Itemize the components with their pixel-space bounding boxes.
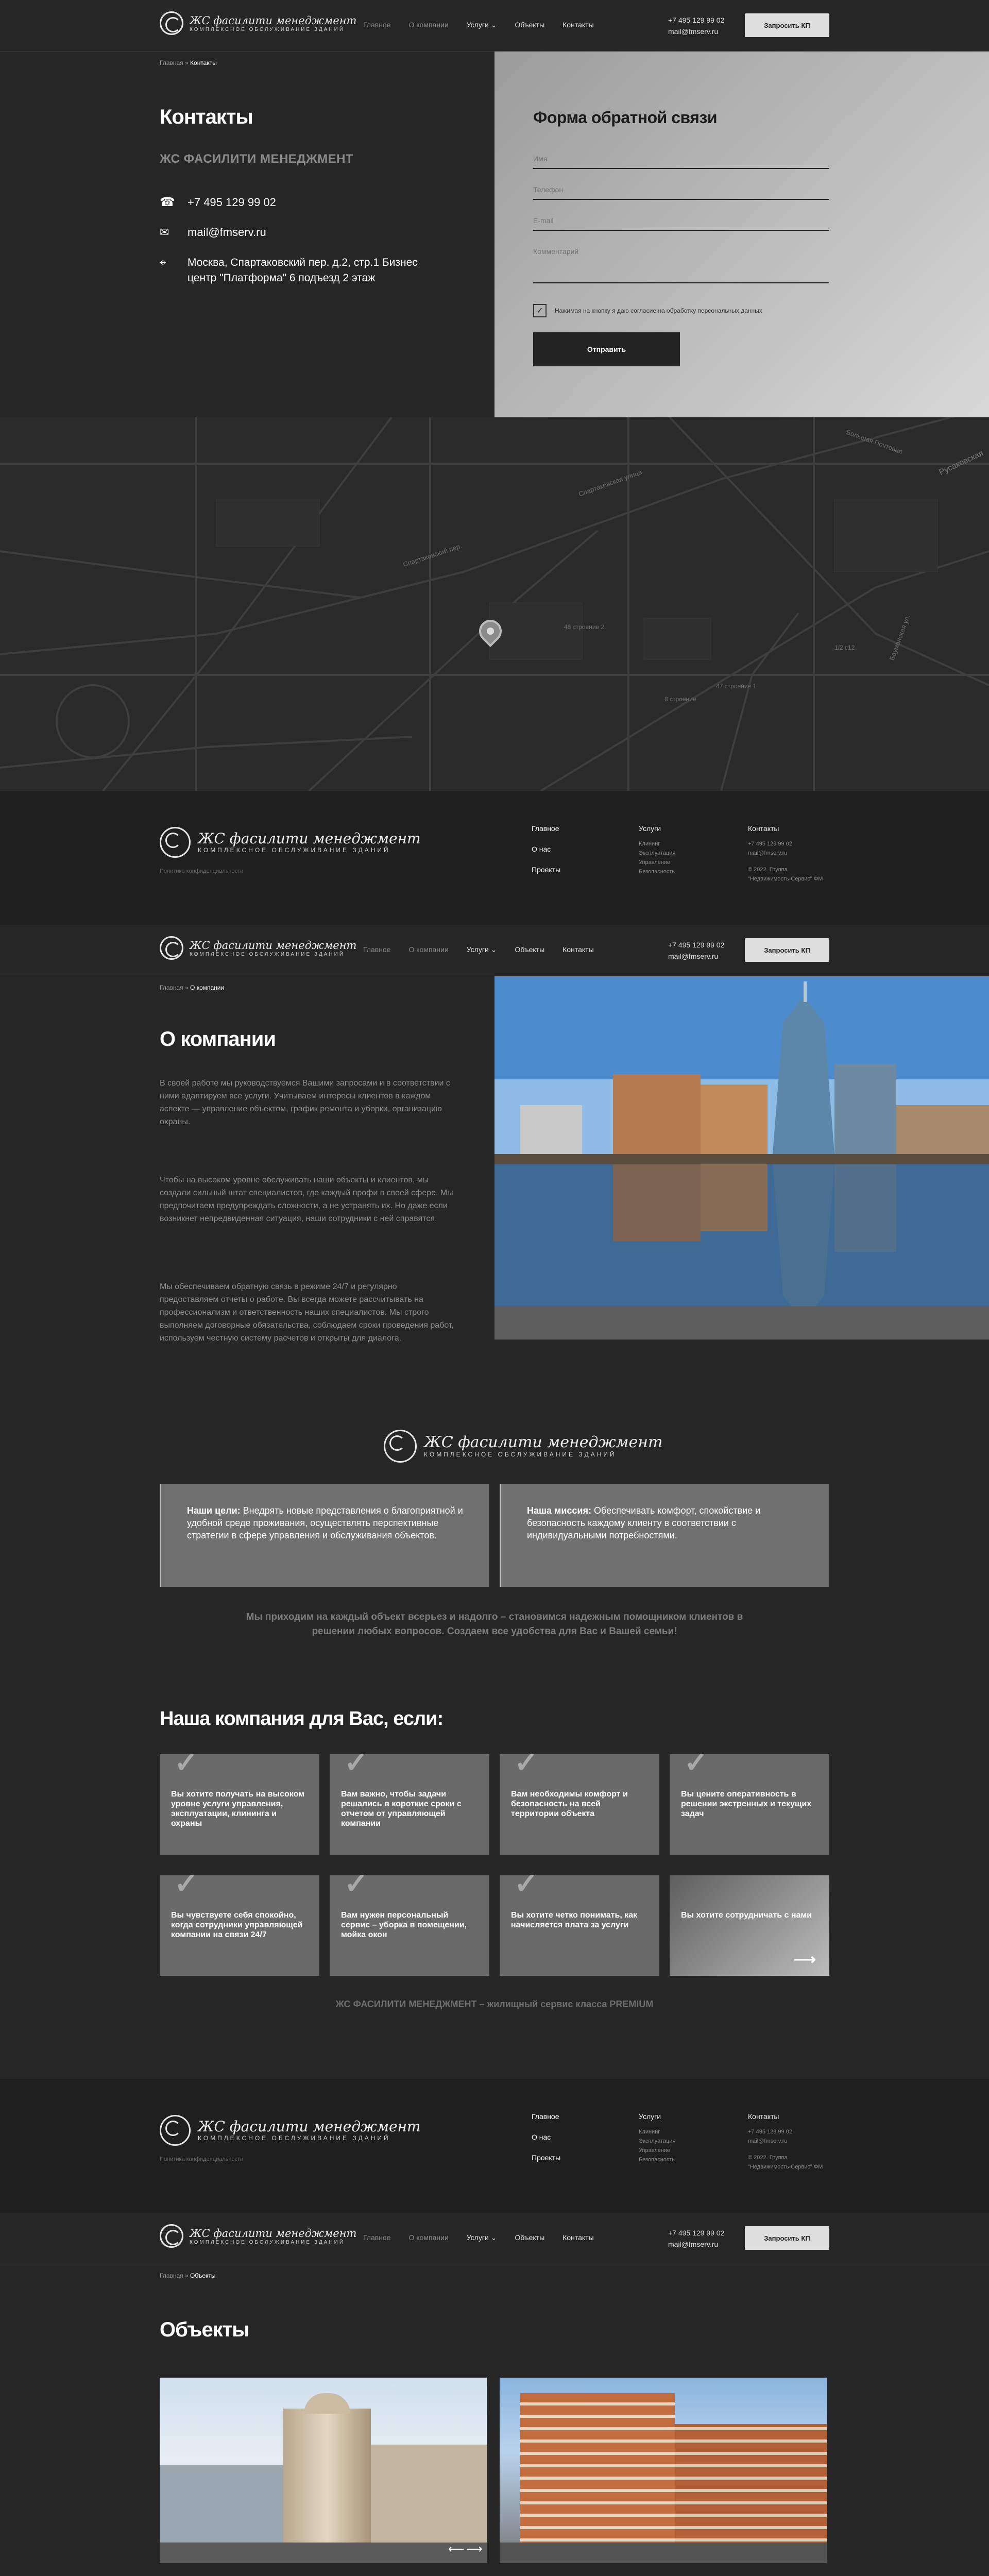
benefit-text: Вам важно, чтобы задачи решались в короткие сроки с отчетом от управляющей компании — [341, 1790, 462, 1828]
main-nav — [363, 945, 594, 954]
nav-services-label: Услуги — [466, 2233, 489, 2242]
nav-home[interactable]: Главное — [363, 2233, 391, 2242]
breadcrumb: Главная » Контакты — [160, 59, 217, 66]
consent-row — [533, 304, 762, 317]
site-footer — [0, 2079, 989, 2213]
nav-services[interactable] — [467, 21, 497, 29]
page-title: Объекты — [160, 2318, 249, 2341]
contact-email[interactable]: mail@fmserv.ru — [187, 226, 266, 239]
logo-icon — [160, 11, 183, 35]
object-photo — [160, 2378, 487, 2563]
nav-services[interactable] — [467, 2233, 497, 2242]
footer-copyright: © 2022. Группа "Недвижимость-Сервис" ФМ — [748, 2155, 823, 2170]
header-phone[interactable]: +7 495 129 99 02 — [668, 2229, 725, 2237]
footer-copyright: © 2022. Группа "Недвижимость-Сервис" ФМ — [748, 867, 823, 882]
footer-link-home[interactable]: Главное — [532, 824, 559, 833]
about-section — [0, 976, 989, 2079]
map-canvas — [0, 417, 989, 791]
chevron-down-icon: ⌄ — [490, 21, 497, 29]
checkmark-icon: ✓ — [174, 1867, 198, 1900]
about-logo-subtitle: КОМПЛЕКСНОЕ ОБСЛУЖИВАНИЕ ЗДАНИЙ — [424, 1451, 617, 1458]
header-email[interactable]: mail@fmserv.ru — [668, 2240, 719, 2248]
contact-phone-row — [160, 195, 276, 210]
location-pin-icon: ⌖ — [160, 256, 166, 269]
arrow-right-icon: ⟶ — [793, 1951, 816, 1968]
footer-services — [639, 2111, 675, 2164]
nav-services-label: Услуги — [466, 945, 489, 954]
map-label: 8 строение — [664, 696, 696, 703]
about-paragraph: Мы обеспечиваем обратную связь в режиме 24/7 и регулярно предоставляем отчеты о работе. Вы всегда можете рассчитывать на профессионализм и ответственность наших специалистов. Мы строго выполняем договорные обязательства, соблюдаем сроки проведения работ, используем честную систему расчетов и открыты для диалога. — [160, 1282, 454, 1343]
checkmark-icon: ✓ — [514, 1867, 538, 1900]
footer-services-title: Услуги — [639, 2112, 661, 2121]
footer-service-item[interactable]: Эксплуатация — [639, 2138, 676, 2144]
header-phone[interactable]: +7 495 129 99 02 — [668, 941, 725, 949]
mission-box — [500, 1484, 829, 1587]
footer-link-projects[interactable]: Проекты — [532, 2154, 561, 2162]
footer-contacts-title: Контакты — [748, 2112, 779, 2121]
logo[interactable] — [160, 936, 356, 960]
checkmark-icon: ✓ — [174, 1746, 198, 1778]
checkmark-icon: ✓ — [344, 1867, 368, 1900]
footer-logo-title: ЖС фасилити менеджмент — [198, 2118, 421, 2135]
logo-icon — [160, 827, 191, 858]
nav-contacts[interactable]: Контакты — [562, 21, 594, 29]
nav-contacts[interactable]: Контакты — [562, 945, 594, 954]
breadcrumb-current: О компании — [190, 984, 225, 991]
benefit-text: Вы цените оперативность в решении экстренных и текущих задач — [681, 1790, 812, 1818]
logo-title: ЖС фасилити менеджмент — [190, 2227, 357, 2240]
nav-about[interactable]: О компании — [408, 2233, 449, 2242]
goals-label: Наши цели: — [187, 1505, 241, 1516]
map-label: 1/2 с12 — [834, 644, 855, 651]
map-label: Бауманская ул. — [888, 614, 912, 662]
nav-about[interactable]: О компании — [408, 945, 449, 954]
footer-contacts — [748, 823, 825, 884]
footer-services-title: Услуги — [639, 824, 661, 833]
cooperate-text: Вы хотите сотрудничать с нами — [681, 1911, 812, 1920]
breadcrumb-home[interactable]: Главная — [160, 2272, 183, 2279]
footer-service-item[interactable]: Клининг — [639, 2129, 660, 2135]
logo-subtitle: КОМПЛЕКСНОЕ ОБСЛУЖИВАНИЕ ЗДАНИЙ — [190, 951, 345, 957]
checkmark-icon: ✓ — [684, 1746, 708, 1778]
nav-services[interactable] — [467, 945, 497, 954]
logo-subtitle: КОМПЛЕКСНОЕ ОБСЛУЖИВАНИЕ ЗДАНИЙ — [190, 2239, 345, 2245]
header-email[interactable]: mail@fmserv.ru — [668, 27, 719, 36]
footer-email[interactable]: mail@fmserv.ru — [748, 2138, 788, 2144]
phone-field[interactable] — [533, 180, 829, 200]
goals-text: Внедрять новые представления о благоприятной и удобной среде проживания, осуществлять перспективные стратегии в сфере управления и обслуживания объектов. — [187, 1505, 463, 1540]
nav-home[interactable]: Главное — [363, 21, 391, 29]
map-label: Русаковская — [937, 449, 985, 477]
submit-button[interactable]: Отправить — [533, 332, 680, 366]
main-nav — [363, 2233, 594, 2242]
footer-link-home[interactable]: Главное — [532, 2112, 559, 2121]
breadcrumb-current: Контакты — [190, 59, 217, 66]
benefit-card — [330, 1867, 489, 1976]
slogan: Мы приходим на каждый объект всерьез и надолго – становимся надежным помощником клиентов в решении любых вопросов. Создаем все удобства для Вас и Вашей семьи! — [246, 1612, 743, 1637]
mail-icon: ✉ — [160, 226, 169, 239]
about-paragraph: Чтобы на высоком уровне обслуживать наши объекты и клиентов, мы создали сильный штат специалистов, где каждый профи в своей сфере. Мы предпочитаем предупреждать сложности, а не устранять их. Но даже если возникнет непредвиденная ситуация, наши сотрудники с ней справятся. — [160, 1176, 453, 1223]
map-label: 47 строение 1 — [716, 683, 757, 690]
logo-title: ЖС фасилити менеджмент — [190, 14, 357, 27]
cooperate-card[interactable] — [670, 1875, 829, 1976]
privacy-link[interactable]: Политика конфиденциальности — [160, 2156, 244, 2162]
benefit-card — [500, 1867, 659, 1976]
mission-text: Обеспечивать комфорт, спокойствие и безопасность каждому клиенту в соответствии с индивидуальными потребностями. — [527, 1505, 761, 1540]
header-contacts — [668, 2227, 724, 2250]
footer-service-item[interactable]: Управление — [639, 859, 671, 866]
footer-phone[interactable]: +7 495 129 99 02 — [748, 841, 792, 847]
footer-service-item[interactable]: Безопасность — [639, 2157, 675, 2163]
logo-subtitle: КОМПЛЕКСНОЕ ОБСЛУЖИВАНИЕ ЗДАНИЙ — [190, 26, 345, 32]
footer-service-item[interactable]: Безопасность — [639, 869, 675, 875]
contact-address: Москва, Спартаковский пер. д.2, стр.1 Бизнес центр "Платформа" 6 подъезд 2 этаж — [187, 257, 418, 284]
map[interactable] — [0, 417, 989, 791]
footer-logo[interactable] — [160, 2115, 421, 2146]
breadcrumb-current: Объекты — [190, 2272, 216, 2279]
footer-link-projects[interactable]: Проекты — [532, 866, 561, 874]
about-logo-title: ЖС фасилити менеджмент — [424, 1433, 663, 1451]
nav-objects[interactable]: Объекты — [515, 21, 545, 29]
map-label: Спартаковский пер. — [402, 541, 463, 569]
for-you-title: Наша компания для Вас, если: — [160, 1708, 444, 1730]
building-illustration — [494, 976, 989, 1340]
consent-checkbox[interactable]: ✓ — [533, 304, 547, 317]
company-name: ЖС ФАСИЛИТИ МЕНЕДЖМЕНТ — [160, 152, 354, 166]
footer-contacts — [748, 2111, 825, 2172]
footer-links — [532, 2111, 560, 2163]
nav-home[interactable]: Главное — [363, 945, 391, 954]
objects-section — [0, 2264, 989, 2576]
about-logo — [384, 1430, 663, 1463]
footer-link-about[interactable]: О нас — [532, 2133, 551, 2141]
benefit-text: Вы хотите получать на высоком уровне услуги управления, эксплуатации, клининга и охраны — [171, 1790, 304, 1828]
contact-email-row — [160, 226, 266, 239]
logo-icon — [160, 936, 183, 960]
map-label: 48 строение 2 — [564, 623, 605, 631]
premium-line: ЖС ФАСИЛИТИ МЕНЕДЖМЕНТ – жилищный сервис класса PREMIUM — [335, 1999, 654, 2009]
breadcrumb: Главная » Объекты — [160, 2272, 216, 2279]
site-footer — [0, 791, 989, 925]
header-contacts — [668, 939, 724, 962]
logo-icon — [160, 2115, 191, 2146]
benefit-card — [160, 1867, 319, 1976]
checkmark-icon: ✓ — [344, 1746, 368, 1778]
nav-services-label: Услуги — [466, 21, 489, 29]
contacts-section — [0, 52, 494, 417]
header-phone[interactable]: +7 495 129 99 02 — [668, 16, 725, 24]
footer-link-about[interactable]: О нас — [532, 845, 551, 853]
email-field[interactable] — [533, 211, 829, 231]
header-email[interactable]: mail@fmserv.ru — [668, 952, 719, 960]
footer-service-item[interactable]: Эксплуатация — [639, 850, 676, 856]
benefit-card — [330, 1746, 489, 1855]
chevron-down-icon: ⌄ — [490, 2233, 497, 2242]
nav-about[interactable]: О компании — [408, 21, 449, 29]
request-quote-button[interactable]: Запросить КП — [745, 938, 829, 962]
footer-service-item[interactable]: Клининг — [639, 841, 660, 847]
benefit-card — [670, 1746, 829, 1855]
request-quote-button[interactable]: Запросить КП — [745, 13, 829, 37]
benefit-text: Вам необходимы комфорт и безопасность на всей территории объекта — [511, 1790, 628, 1818]
breadcrumb-home[interactable]: Главная — [160, 984, 183, 991]
benefit-card — [160, 1746, 319, 1855]
footer-logo-title: ЖС фасилити менеджмент — [198, 830, 421, 847]
comment-field[interactable] — [533, 242, 829, 283]
object-photo — [500, 2378, 827, 2563]
logo-icon — [384, 1430, 417, 1463]
request-quote-button[interactable]: Запросить КП — [745, 2226, 829, 2250]
form-title: Форма обратной связи — [533, 108, 717, 127]
object-card[interactable] — [160, 2378, 487, 2563]
object-card[interactable] — [500, 2378, 827, 2563]
header-contacts — [668, 14, 724, 37]
breadcrumb-home[interactable]: Главная — [160, 59, 183, 66]
breadcrumb: Главная » О компании — [160, 984, 225, 991]
footer-email[interactable]: mail@fmserv.ru — [748, 850, 788, 856]
site-header — [0, 2213, 989, 2264]
nav-contacts[interactable]: Контакты — [562, 2233, 594, 2242]
name-field[interactable] — [533, 149, 829, 169]
about-photo — [494, 976, 989, 1340]
page-title: Контакты — [160, 106, 253, 128]
footer-logo[interactable] — [160, 827, 421, 858]
logo-icon — [160, 2224, 183, 2248]
nav-objects[interactable]: Объекты — [515, 945, 545, 954]
site-header — [0, 925, 989, 976]
logo-title: ЖС фасилити менеджмент — [190, 939, 357, 952]
checkmark-icon: ✓ — [514, 1746, 538, 1778]
nav-objects[interactable]: Объекты — [515, 2233, 545, 2242]
logo[interactable] — [160, 2224, 356, 2248]
contact-phone[interactable]: +7 495 129 99 02 — [187, 195, 276, 209]
contact-address-row — [160, 255, 448, 286]
goals-box — [160, 1484, 489, 1587]
consent-text: Нажимая на кнопку я даю согласие на обработку персональных данных — [555, 307, 762, 314]
privacy-link[interactable]: Политика конфиденциальности — [160, 868, 244, 874]
footer-contacts-title: Контакты — [748, 824, 779, 833]
mission-label: Наша миссия: — [527, 1505, 591, 1516]
benefit-text: Вы хотите четко понимать, как начисляется плата за услуги — [511, 1911, 638, 1929]
page-title: О компании — [160, 1028, 276, 1050]
footer-services — [639, 823, 675, 876]
arrow-left-icon[interactable]: ⟵ — [448, 2543, 465, 2555]
benefit-text: Вы чувствуете себя спокойно, когда сотрудники управляющей компании на связи 24/7 — [171, 1911, 303, 1939]
logo[interactable] — [160, 11, 356, 35]
benefit-card — [500, 1746, 659, 1855]
footer-service-item[interactable]: Управление — [639, 2147, 671, 2154]
footer-logo-subtitle: КОМПЛЕКСНОЕ ОБСЛУЖИВАНИЕ ЗДАНИЙ — [198, 846, 390, 854]
phone-icon: ☎ — [160, 195, 175, 209]
about-paragraph: В своей работе мы руководствуемся Вашими запросами и в соответствии с ними адаптируем все услуги. Учитываем интересы клиентов в каждом аспекте — управление объектом, график ремонта и уборки, организацию охраны. — [160, 1079, 450, 1126]
map-label: Спартаковская улица — [577, 468, 643, 498]
footer-phone[interactable]: +7 495 129 99 02 — [748, 2129, 792, 2135]
arrow-right-icon[interactable]: ⟶ — [466, 2543, 483, 2555]
benefit-text: Вам нужен персональный сервис – уборка в помещении, мойка окон — [341, 1911, 467, 1939]
footer-logo-subtitle: КОМПЛЕКСНОЕ ОБСЛУЖИВАНИЕ ЗДАНИЙ — [198, 2134, 390, 2142]
feedback-form — [494, 52, 989, 417]
site-header — [0, 0, 989, 52]
map-label: Большая Почтовая — [845, 428, 904, 456]
footer-links — [532, 823, 560, 875]
main-nav — [363, 21, 594, 29]
chevron-down-icon: ⌄ — [490, 945, 497, 954]
